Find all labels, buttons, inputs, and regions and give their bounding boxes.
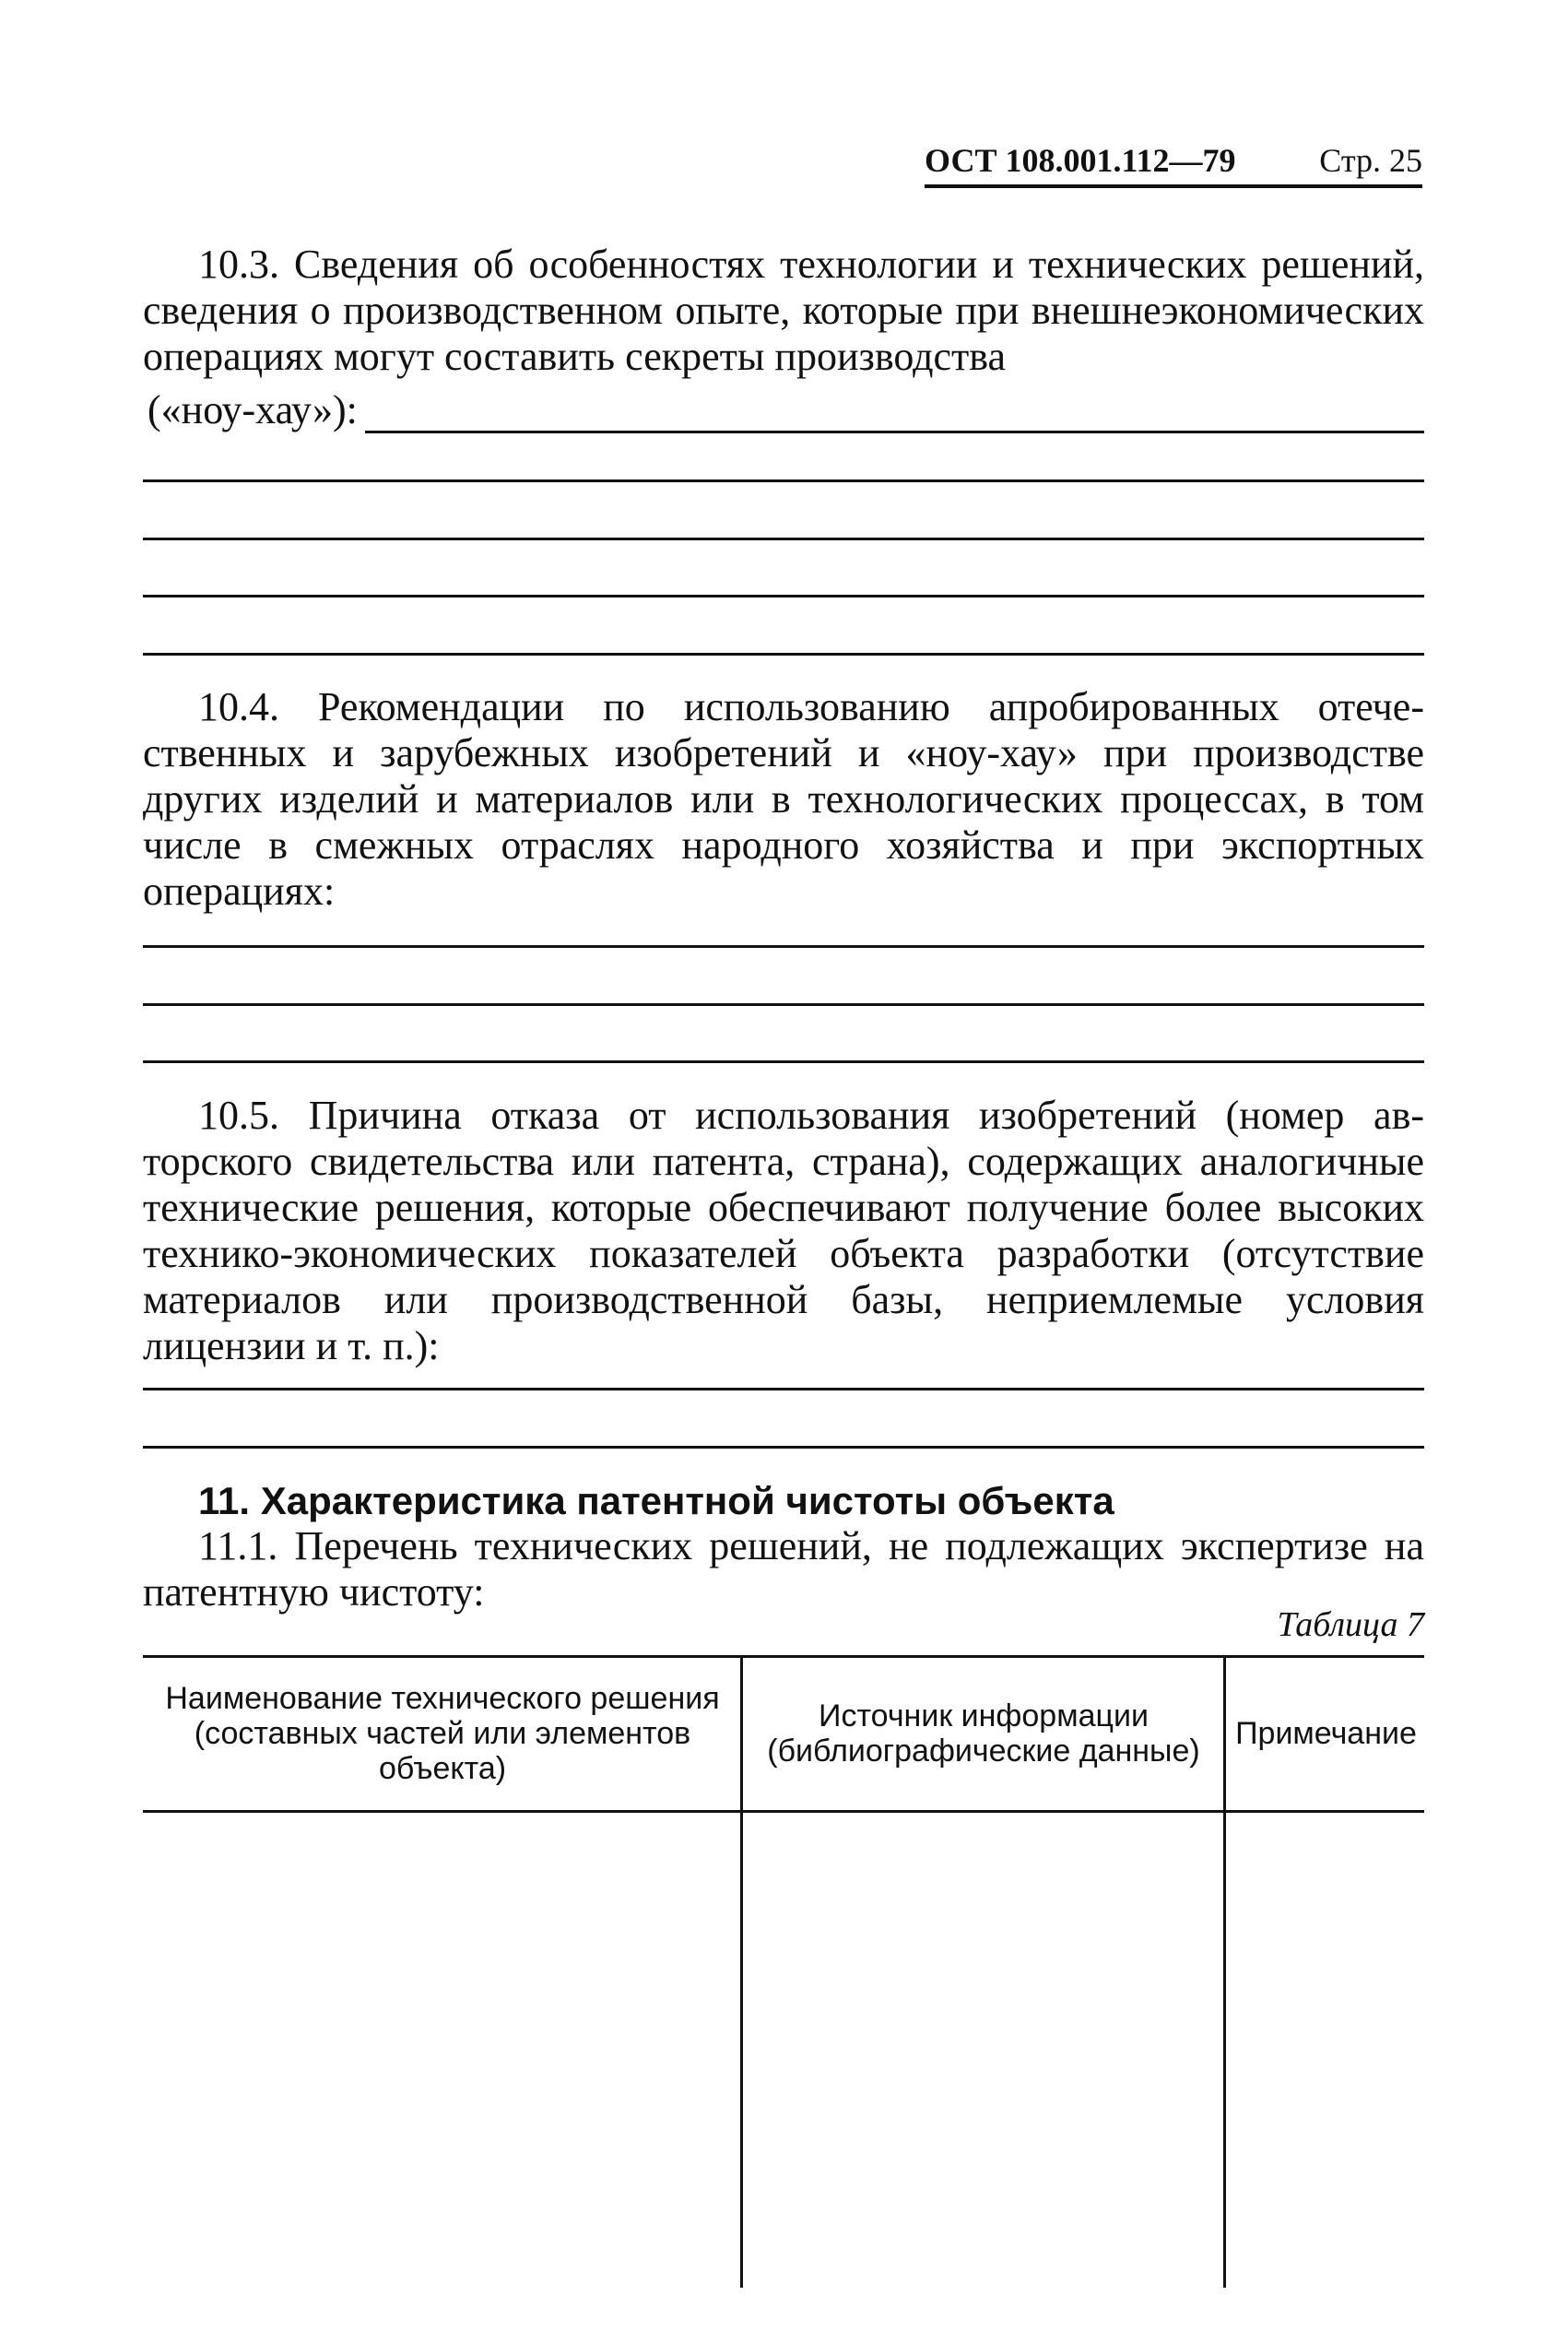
column-header-note: Примечание: [1235, 1716, 1417, 1751]
column-header-source: Источник информации (библиографические данные): [767, 1698, 1200, 1769]
document-code: ОСТ 108.001.112—79: [925, 142, 1236, 179]
blank-line: [143, 945, 1424, 948]
column-divider: [1223, 1657, 1226, 2288]
table-top-border: [143, 1655, 1424, 1658]
paragraph-10-4: 10.4. Рекомендации по использованию апробированных отечественных и зарубежных изобретений и «ноу-хау» при производстве других изделий и материалов или в технологических процессах, в том числе в смежных отраслях народного хозяйства и при экспортных операциях:: [143, 684, 1424, 914]
blank-line: [143, 1060, 1424, 1063]
blank-line: [143, 538, 1424, 540]
blank-line: [143, 653, 1424, 656]
blank-line: [143, 595, 1424, 598]
column-divider: [740, 1657, 743, 2288]
blank-line: [143, 479, 1424, 482]
section-11-title: 11. Характеристика патентной чистоты объекта: [198, 1479, 1114, 1522]
paragraph-10-3: 10.3. Сведения об особенностях технологии и технических решений, сведения о производственном опыте, которые при внешнеэкономических операциях могут составить секреты производства: [143, 242, 1424, 379]
table-caption: Таблица 7: [1277, 1605, 1424, 1644]
fill-line: [365, 403, 1424, 433]
paragraph-10-3-tail: («ноу-хау»):: [147, 387, 358, 432]
page-number: Стр. 25: [1319, 142, 1422, 179]
blank-line: [143, 1003, 1424, 1006]
page-header: [925, 136, 1422, 188]
paragraph-11-1: 11.1. Перечень технических решений, не подлежащих экспертизе на патентную чистоту:: [143, 1523, 1424, 1615]
paragraph-10-5: 10.5. Причина отказа от использования изобретений (номер авторского свидетельства или патента, страна), содержащих аналогичные технические решения, которые обеспечивают получение более высоких технико-экономических показателей объекта разработки (отсутствие материалов или производственной базы, неприемлемые условия лицензии и т. п.):: [143, 1093, 1424, 1368]
table-header-bottom-border: [143, 1810, 1424, 1813]
blank-line: [143, 1446, 1424, 1449]
column-header-name: Наименование технического решения (составных частей или элементов объекта): [165, 1681, 720, 1786]
blank-line: [143, 1388, 1424, 1390]
paragraph-10-3-tail-line: [147, 387, 1424, 433]
